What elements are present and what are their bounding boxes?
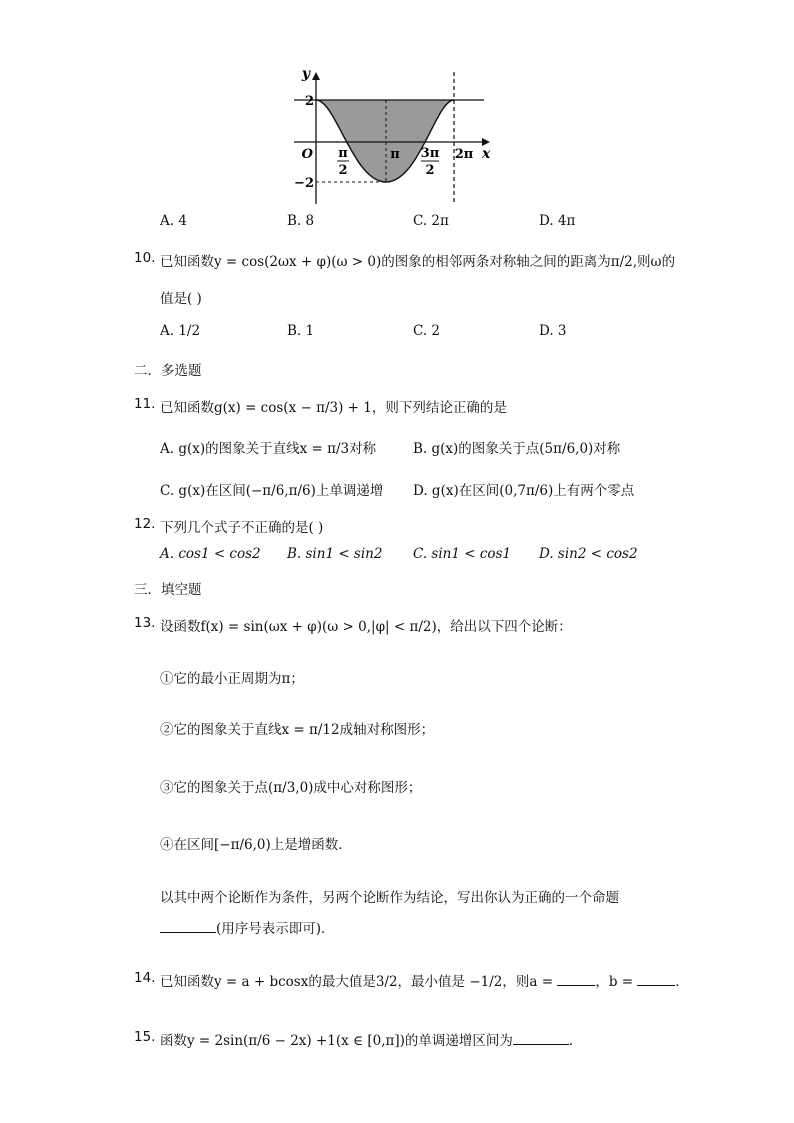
y-tick-2: 2	[304, 94, 314, 109]
x-tick-pi: π	[390, 147, 400, 162]
svg-text:2: 2	[425, 163, 435, 178]
x-tick-pi-half	[337, 146, 349, 178]
q15-text-part1: 函数y = 2sin(π/6 − 2x) +1(x ∈ [0,π])的单调递增区间为	[160, 1033, 513, 1049]
y-axis-label: y	[301, 66, 310, 82]
q12-option-b[interactable]: B. sin1 < sin2	[287, 546, 383, 562]
q13-answer-line	[160, 917, 335, 937]
x-tick-2pi: 2π	[454, 147, 474, 162]
q13-item-1: ①它的最小正周期为π；	[160, 671, 304, 687]
q15-text-part2: ．	[568, 1033, 583, 1049]
x-axis-label: x	[482, 146, 491, 162]
q15-stem	[160, 1029, 582, 1049]
q11-stem: 已知函数g(x) = cos(x − π/3) + 1，则下列结论正确的是	[160, 400, 507, 416]
q13-answer-note: (用序号表示即可)．	[216, 921, 335, 937]
y-tick-neg2: −2	[294, 176, 314, 191]
q14-number: 14.	[134, 970, 156, 986]
q11-option-a[interactable]: A. g(x)的图象关于直线x = π/3对称	[160, 441, 377, 457]
q14-text-part2: ，b =	[595, 974, 634, 990]
q13-instruction: 以其中两个论断作为条件，另两个论断作为结论，写出你认为正确的一个命题	[160, 890, 619, 906]
section-heading-multiple-choice: 二．多选题	[134, 363, 202, 379]
q12-option-d[interactable]: D. sin2 < cos2	[539, 546, 638, 562]
q11-option-d[interactable]: D. g(x)在区间(0,7π/6)上有两个零点	[413, 483, 635, 499]
q15-number: 15.	[134, 1029, 156, 1045]
q13-answer-blank[interactable]	[160, 920, 216, 933]
q10-option-c[interactable]: C. 2	[413, 323, 441, 339]
q10-stem-line1: 已知函数y = cos(2ωx + φ)(ω > 0)的图象的相邻两条对称轴之间的距离为π/2,则ω的	[160, 254, 676, 270]
q10-number: 10.	[134, 250, 156, 266]
q13-item-4: ④在区间[−π/6,0)上是增函数．	[160, 837, 352, 853]
q12-stem: 下列几个式子不正确的是( )	[160, 520, 324, 536]
q11-option-b[interactable]: B. g(x)的图象关于点(5π/6,0)对称	[413, 441, 621, 457]
svg-text:3π: 3π	[420, 146, 440, 161]
q13-item-2: ②它的图象关于直线x = π/12成轴对称图形；	[160, 722, 435, 738]
section-heading-fill-in: 三．填空题	[134, 582, 202, 598]
q9-option-c[interactable]: C. 2π	[413, 213, 449, 229]
q13-item-3: ③它的图象关于点(π/3,0)成中心对称图形；	[160, 780, 422, 796]
q13-number: 13.	[134, 615, 156, 631]
q14-blank-a[interactable]	[557, 973, 595, 986]
q14-text-part3: ．	[675, 974, 689, 990]
svg-text:π: π	[338, 146, 348, 161]
q12-option-c[interactable]: C. sin1 < cos1	[413, 546, 512, 562]
q15-answer-blank[interactable]	[513, 1032, 569, 1045]
q14-text-part1: 已知函数y = a + bcosx的最大值是3/2，最小值是 −1/2，则a =	[160, 974, 554, 990]
q10-stem-line2: 值是( )	[160, 291, 202, 307]
q12-option-a[interactable]: A. cos1 < cos2	[160, 546, 261, 562]
q13-stem: 设函数f(x) = sin(ωx + φ)(ω > 0,|φ| < π/2)，给出以下四个论断：	[160, 619, 572, 635]
q9-option-d[interactable]: D. 4π	[539, 213, 576, 229]
q10-option-a[interactable]: A. 1/2	[160, 323, 201, 339]
q9-option-a[interactable]: A. 4	[160, 213, 187, 229]
origin-label: O	[301, 147, 313, 162]
q14-stem	[160, 970, 689, 990]
x-tick-3pi-half	[421, 146, 440, 178]
q12-number: 12.	[134, 516, 156, 532]
q11-option-c[interactable]: C. g(x)在区间(−π/6,π/6)上单调递增	[160, 483, 384, 499]
svg-text:2: 2	[338, 163, 348, 178]
q14-blank-b[interactable]	[637, 973, 675, 986]
function-graph-figure	[288, 64, 498, 212]
q10-option-b[interactable]: B. 1	[287, 323, 315, 339]
q11-number: 11.	[134, 396, 156, 412]
q9-option-b[interactable]: B. 8	[287, 213, 315, 229]
q10-option-d[interactable]: D. 3	[539, 323, 567, 339]
